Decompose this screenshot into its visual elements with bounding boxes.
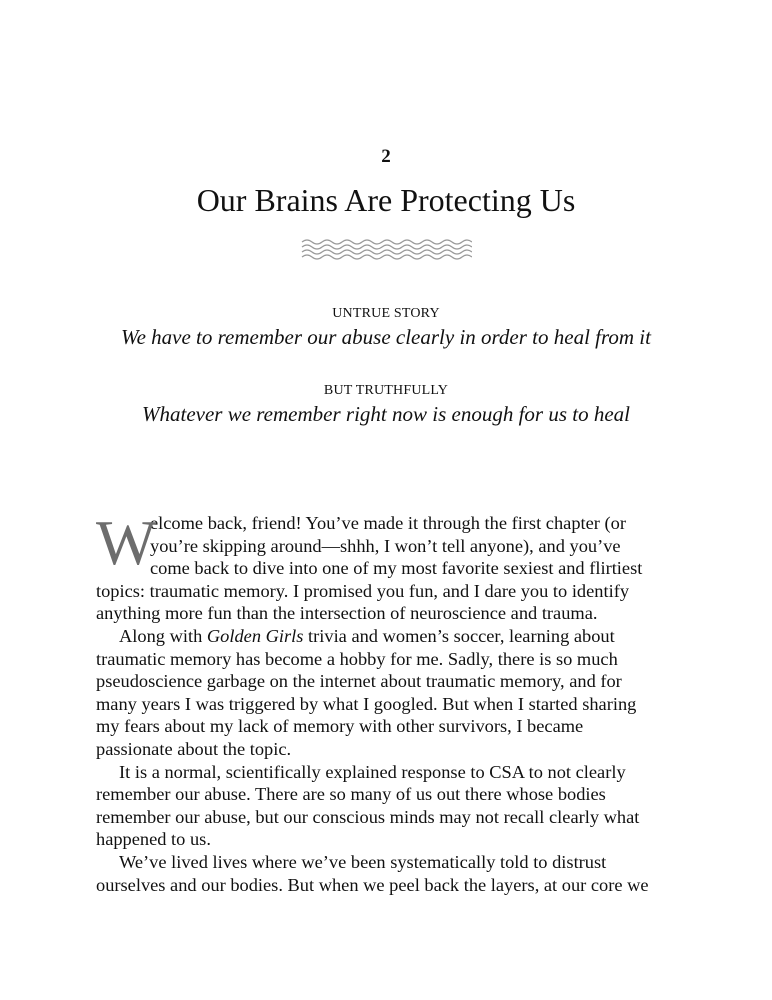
paragraph-line: remember our abuse. There are so many of us out there whose bodies: [96, 784, 606, 805]
wave-ornament-icon: [300, 236, 472, 262]
paragraph-line: happened to us.: [96, 829, 211, 850]
paragraph-line: pseudoscience garbage on the internet about traumatic memory, and for: [96, 671, 622, 692]
paragraph-line: It is a normal, scientifically explained response to CSA to not clearly: [119, 761, 626, 782]
untrue-story-text: We have to remember our abuse clearly in order to heal from it: [121, 325, 651, 349]
paragraph-line: remember our abuse, but our conscious minds may not recall clearly what: [96, 806, 640, 827]
untrue-story-label: UNTRUE STORY: [332, 306, 440, 321]
paragraph-line: [96, 625, 662, 648]
paragraph-line: many years I was triggered by what I googled. But when I started sharing: [96, 693, 637, 714]
paragraph-line: We’ve lived lives where we’ve been systematically told to distrust: [119, 851, 607, 872]
drop-cap: W: [96, 507, 157, 578]
paragraph-line: you’re skipping around—shhh, I won’t tell anyone), and you’ve: [150, 535, 621, 556]
paragraph-line: anything more fun than the intersection of neuroscience and trauma.: [96, 603, 598, 624]
book-title-italic: Golden Girls: [206, 625, 304, 646]
paragraph-line: traumatic memory has become a hobby for me. Sadly, there is so much: [96, 648, 618, 669]
paragraph-line: ourselves and our bodies. But when we peel back the layers, at our core we: [96, 874, 649, 895]
text-run: trivia and women’s soccer, learning about: [303, 625, 615, 646]
paragraph-line: passionate about the topic.: [96, 738, 292, 759]
body-text: [96, 507, 662, 896]
chapter-title: Our Brains Are Protecting Us: [196, 182, 576, 218]
paragraph-line: elcome back, friend! You’ve made it through the first chapter (or: [150, 513, 626, 533]
but-truthfully-text: Whatever we remember right now is enough for us to heal: [142, 402, 630, 426]
chapter-number: 2: [381, 146, 391, 167]
text-run: Along with: [119, 625, 207, 646]
paragraph-line: my fears about my lack of memory with other survivors, I became: [96, 716, 584, 737]
but-truthfully-label: BUT TRUTHFULLY: [323, 383, 449, 398]
paragraph-line: topics: traumatic memory. I promised you fun, and I dare you to identify: [96, 580, 630, 601]
paragraph-line: come back to dive into one of my most favorite sexiest and flirtiest: [150, 558, 643, 579]
